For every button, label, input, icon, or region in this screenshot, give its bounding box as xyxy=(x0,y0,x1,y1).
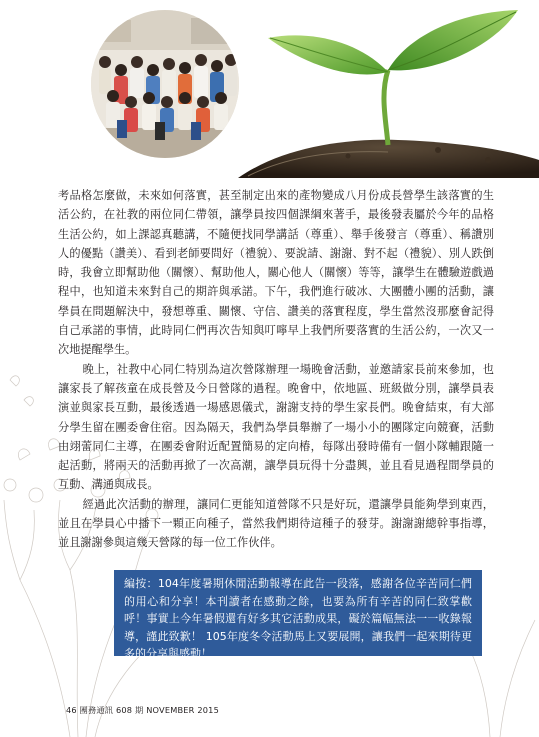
seedling-illustration xyxy=(238,0,539,178)
editor-note-text: 編按：104年度暑期休閒活動報導在此告一段落，感謝各位辛苦同仁們的用心和分享！本刊讀者在感動之餘，也要為所有辛苦的同仁致掌歡呼！事實上今年暑假還有好多其它活動成果，礙於篇幅無法一一收錄報導，謹此致歉！ 105年度冬令活動馬上又要展開，讓我們一起來期待更多的分享與感動！ xyxy=(124,577,472,661)
paragraph-3: 經過此次活動的辦理，讓同仁更能知道營隊不只是好玩，還讓學員能夠學到東西，並且在學員心中播下一顆正向種子，當然我們期待這種子的發芽。謝謝謝總幹事指導，並且謝謝參與這幾天營隊的每一位工作伙伴。 xyxy=(58,497,494,550)
article-body xyxy=(58,186,494,553)
page-footer: 46 團務通訊 608 期 NOVEMBER 2015 xyxy=(66,705,219,715)
group-photo xyxy=(91,10,239,158)
paragraph-1: 考品格怎麼做，未來如何落實，甚至制定出來的產物變成八月份成長營學生該落實的生活公約，在社教的兩位同仁帶領，讓學員按四個課綱來著手，最後發表屬於今年的品格生活公約，如上課認真聽講，不隨便找同學講話（尊重）、舉手後發言（尊重）、稱讚別人的優點（讚美）、看到老師要問好（禮貌）、要說請、謝謝、對不起（禮貌）、別人跌倒時，我會立即幫助他（關懷）、幫助他人，關心他人（關懷）等等，讓學生在體驗遊戲過程中，也知道未來對自己的期許與承諾。下午，我們進行破冰、大團體小團的活動，讓學員在問題解決中，發想尊重、關懷、守信、讚美的落實程度，學生當然沒那麼會記得自己承諾的事情，此時同仁們再次告知與叮嚀早上我們所要落實的生活公約，一次又一次地提醒學生。 xyxy=(58,189,494,357)
editor-note-box xyxy=(114,570,482,661)
paragraph-2: 晚上，社教中心同仁特別為這次營隊辦理一場晚會活動，並邀請家長前來參加，也讓家長了解孩童在成長營及今日營隊的過程。晚會中，依地區、班級做分別，讓學員表演並與家長互動，最後透過一場感恩儀式，謝謝支持的學生家長們。晚會結束，有大部分學生留在團委會住宿。因為隔天，我們為學員舉辦了一場小小的團隊定向競賽，活動由翊蕾同仁主導，在團委會附近配置簡易的定向椿，每隊出發時備有一個小隊輔跟隨一起活動，將兩天的活動再掀了一次高潮，讓學員玩得十分盡興，並且看見過程間學員的互動、溝通與成長。 xyxy=(58,362,494,492)
